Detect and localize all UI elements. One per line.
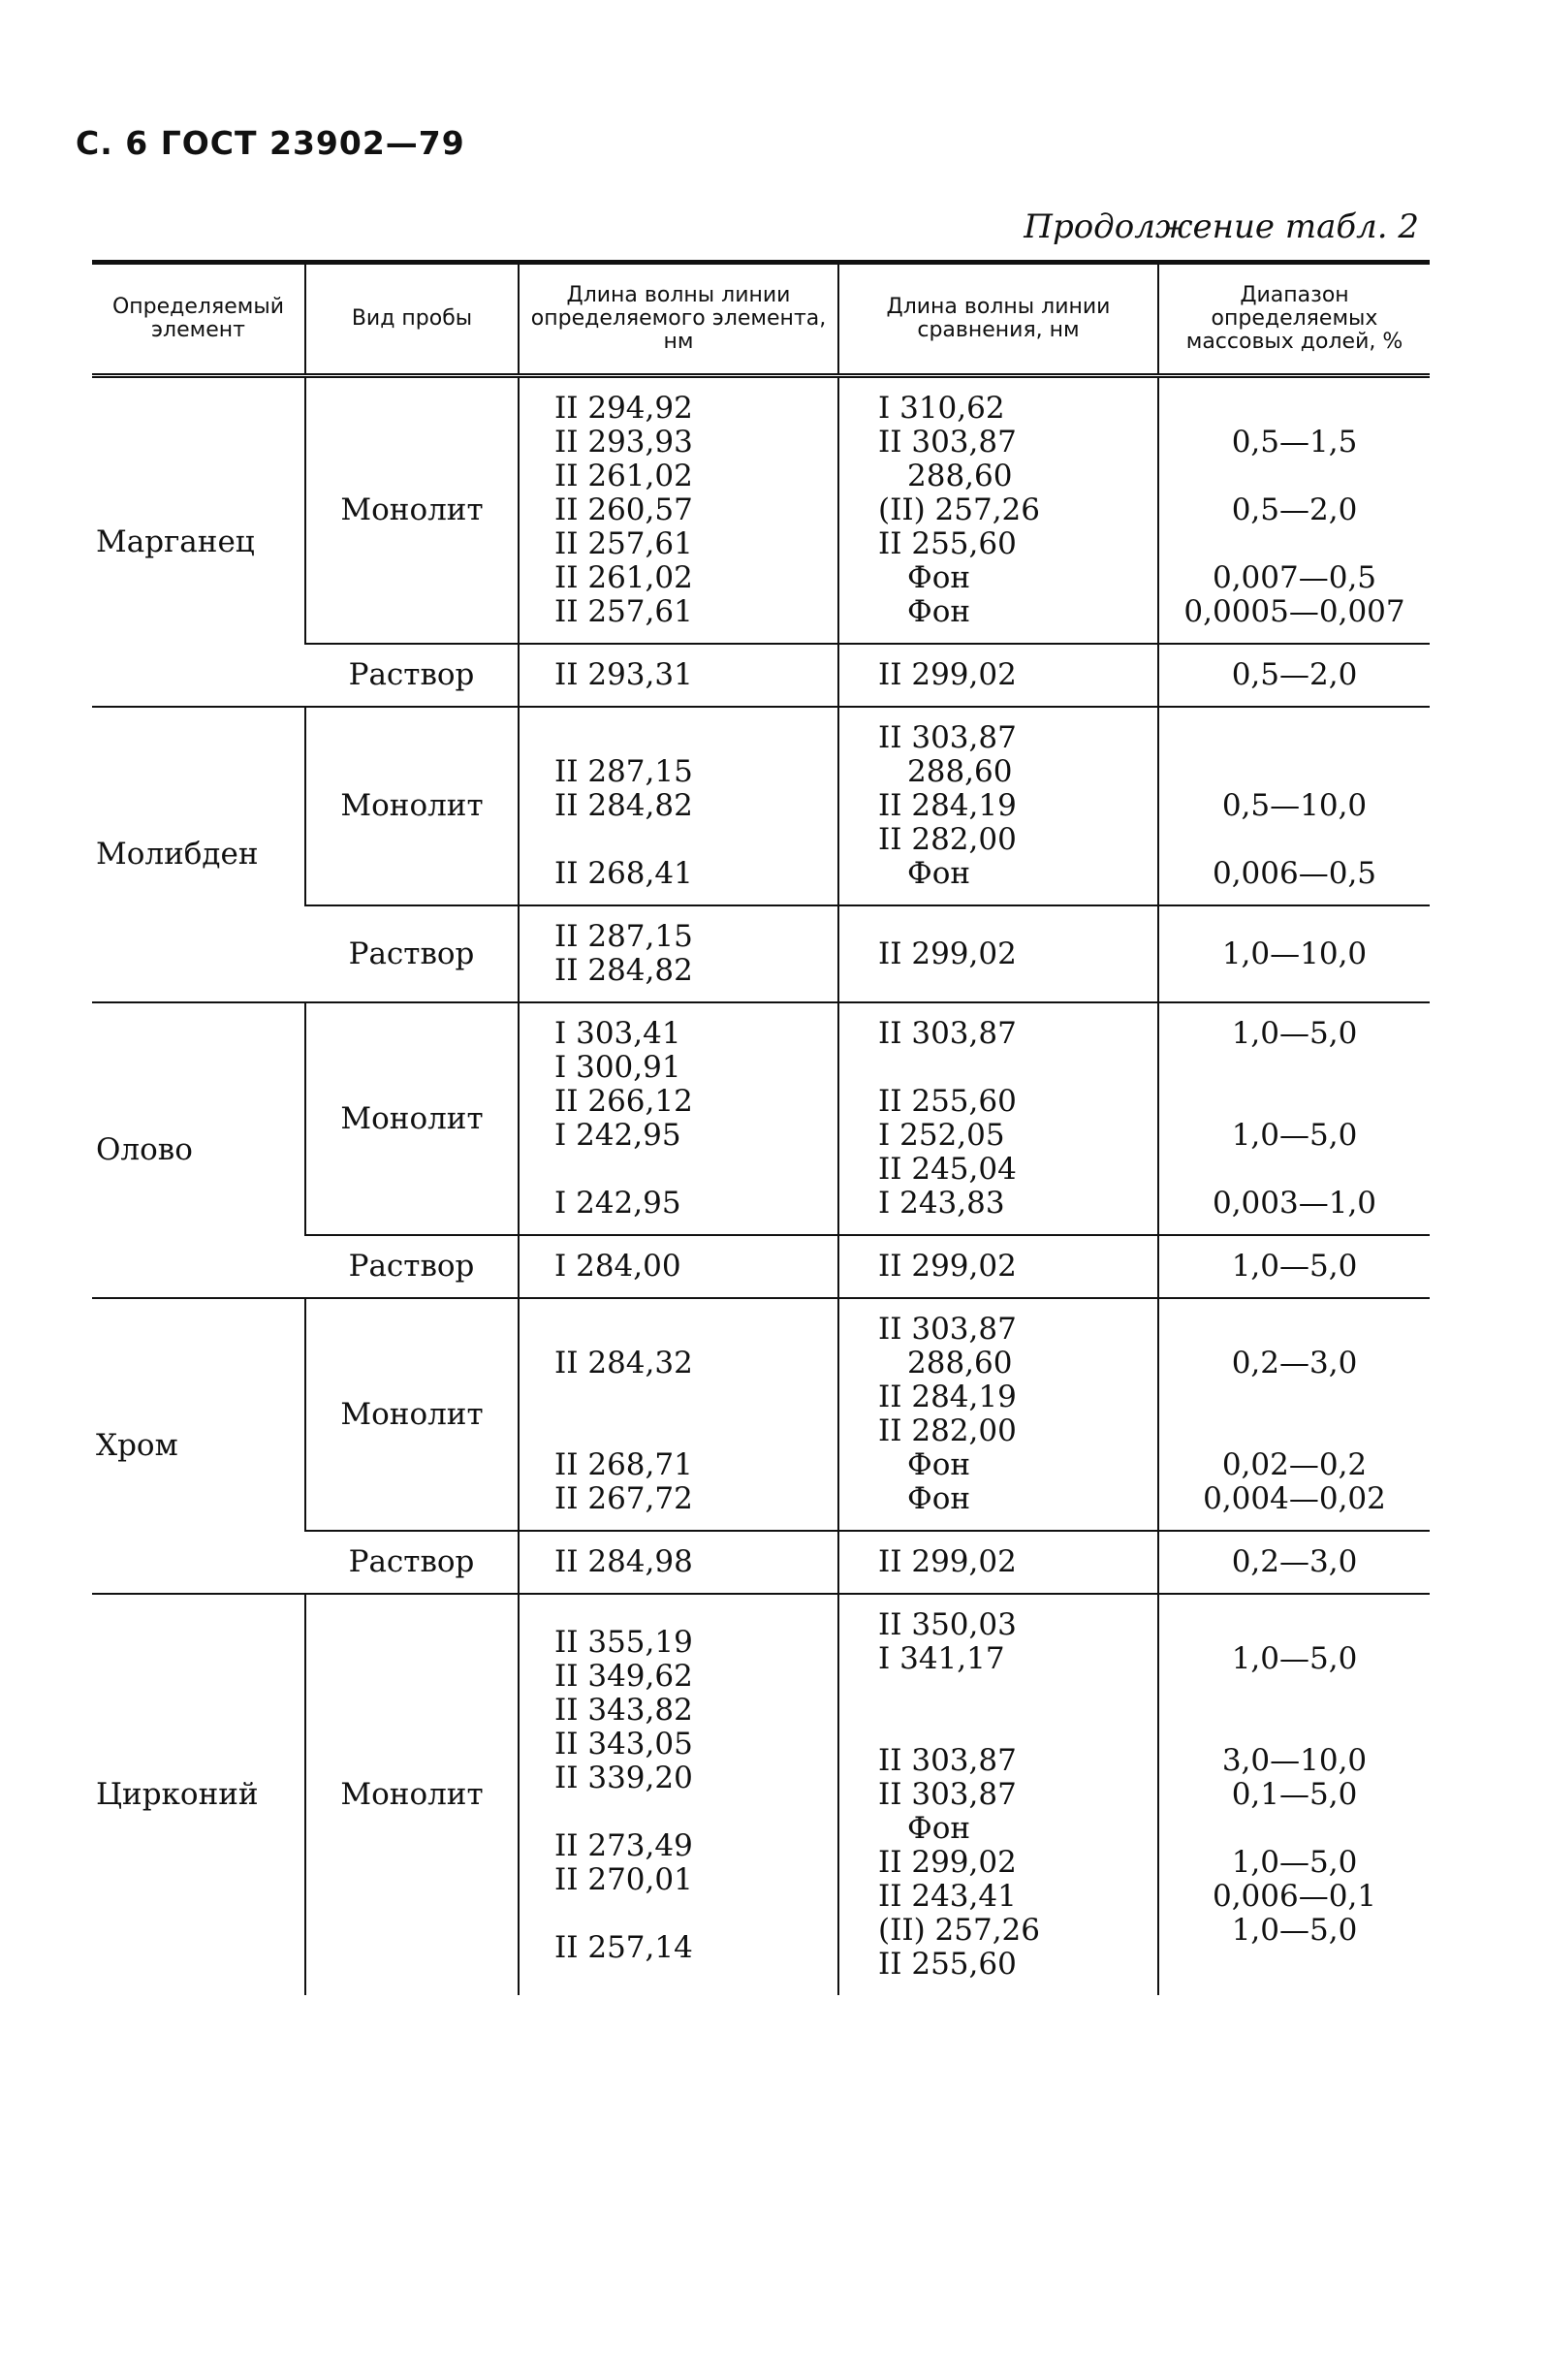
element-line-wavelengths-value: I 242,95	[554, 1118, 681, 1153]
element-name: Олово	[92, 1002, 305, 1298]
table-continuation-label: Продолжение табл. 2	[1024, 207, 1419, 246]
reference-line-wavelengths-value: (II) 257,26	[878, 1913, 1041, 1948]
mass-fraction-ranges-value	[1159, 1051, 1430, 1085]
reference-line-wavelengths-value: Фон	[907, 1811, 971, 1846]
mass-fraction-ranges-value: 0,007—0,5	[1212, 560, 1377, 595]
mass-fraction-ranges-value: 1,0—5,0	[1231, 1641, 1358, 1676]
reference-line-wavelengths-value: Фон	[907, 856, 971, 891]
reference-line-wavelengths-value: II 299,02	[878, 936, 1017, 971]
reference-line-wavelengths-value: II 255,60	[878, 1947, 1017, 1982]
sample-type: Монолит	[305, 376, 519, 645]
mass-fraction-ranges-value: 0,0005—0,007	[1183, 594, 1405, 629]
mass-fraction-ranges-value: 0,004—0,02	[1203, 1481, 1386, 1516]
mass-fraction-ranges	[1158, 1298, 1430, 1531]
reference-line-wavelengths	[838, 1531, 1158, 1594]
element-line-wavelengths-value: II 293,31	[554, 657, 693, 692]
reference-line-wavelengths-value: II 284,19	[878, 788, 1017, 823]
element-line-wavelengths-value: II 284,98	[554, 1544, 693, 1579]
mass-fraction-ranges-value	[1159, 1608, 1430, 1642]
element-line-wavelengths	[519, 1298, 838, 1531]
column-header-element: Определяемый элемент	[92, 263, 305, 376]
reference-line-wavelengths-value: II 255,60	[878, 1084, 1017, 1119]
mass-fraction-ranges-value	[1159, 460, 1430, 493]
mass-fraction-ranges-value	[1159, 1380, 1430, 1414]
column-header-sample-type: Вид пробы	[305, 263, 519, 376]
element-line-wavelengths-value: II 257,14	[554, 1929, 693, 1965]
element-line-wavelengths-value: II 284,82	[554, 953, 693, 988]
reference-line-wavelengths	[838, 644, 1158, 707]
table-row	[92, 1298, 1430, 1531]
element-line-wavelengths-value: II 257,61	[554, 526, 693, 561]
element-line-wavelengths-value: II 349,62	[554, 1658, 693, 1694]
element-line-wavelengths-value	[554, 1153, 837, 1187]
reference-line-wavelengths-value: 288,60	[907, 1346, 1013, 1380]
element-line-wavelengths-value: II 343,82	[554, 1692, 693, 1728]
element-group	[92, 1002, 1430, 1298]
reference-line-wavelengths-value: II 243,41	[878, 1879, 1017, 1914]
mass-fraction-ranges-value: 0,2—3,0	[1231, 1346, 1358, 1380]
reference-line-wavelengths-value	[878, 1676, 1157, 1710]
mass-fraction-ranges-value	[1159, 1812, 1430, 1846]
element-line-wavelengths-value: II 343,05	[554, 1726, 693, 1761]
element-line-wavelengths-value: II 284,32	[554, 1346, 693, 1380]
element-line-wavelengths-value: II 260,57	[554, 492, 693, 527]
element-line-wavelengths-value	[554, 1795, 837, 1829]
element-line-wavelengths-value: I 303,41	[554, 1016, 681, 1051]
reference-line-wavelengths-value: II 299,02	[878, 1544, 1017, 1579]
mass-fraction-ranges-value	[1159, 1313, 1430, 1347]
reference-line-wavelengths-value: Фон	[907, 1481, 971, 1516]
element-name: Хром	[92, 1298, 305, 1594]
mass-fraction-ranges-value: 1,0—5,0	[1231, 1913, 1358, 1948]
page-header: С. 6 ГОСТ 23902—79	[76, 124, 465, 162]
element-group	[92, 1594, 1430, 1995]
element-line-wavelengths-value: II 294,92	[554, 391, 693, 426]
mass-fraction-ranges-value: 0,5—1,5	[1231, 425, 1358, 460]
reference-line-wavelengths	[838, 707, 1158, 905]
element-line-wavelengths	[519, 1235, 838, 1298]
reference-line-wavelengths-value: II 303,87	[878, 720, 1017, 755]
mass-fraction-ranges-value	[1159, 1414, 1430, 1448]
mass-fraction-ranges-value: 0,5—2,0	[1231, 492, 1358, 527]
column-header-reference-line: Длина волны линии сравнения, нм	[838, 263, 1158, 376]
element-line-wavelengths	[519, 707, 838, 905]
element-line-wavelengths-value: II 293,93	[554, 425, 693, 460]
element-line-wavelengths	[519, 905, 838, 1002]
reference-line-wavelengths-value: II 303,87	[878, 425, 1017, 460]
element-line-wavelengths-value: II 266,12	[554, 1084, 693, 1119]
mass-fraction-ranges	[1158, 376, 1430, 645]
mass-fraction-ranges	[1158, 644, 1430, 707]
element-line-wavelengths-value: II 257,61	[554, 594, 693, 629]
table-row	[92, 707, 1430, 905]
table-header-row	[92, 263, 1430, 376]
mass-fraction-ranges-value: 1,0—5,0	[1231, 1845, 1358, 1880]
element-line-wavelengths-value	[554, 1313, 837, 1347]
reference-line-wavelengths	[838, 376, 1158, 645]
element-line-wavelengths	[519, 376, 838, 645]
reference-line-wavelengths-value: II 299,02	[878, 1845, 1017, 1880]
element-line-wavelengths-value: II 355,19	[554, 1624, 693, 1660]
element-line-wavelengths-value: II 261,02	[554, 459, 693, 493]
reference-line-wavelengths-value: II 282,00	[878, 1413, 1017, 1448]
mass-fraction-ranges-value: 1,0—5,0	[1231, 1118, 1358, 1153]
element-line-wavelengths	[519, 1002, 838, 1235]
reference-line-wavelengths-value: Фон	[907, 1447, 971, 1482]
mass-fraction-ranges-value: 1,0—10,0	[1221, 936, 1368, 971]
element-line-wavelengths-value: II 339,20	[554, 1760, 693, 1795]
mass-fraction-ranges-value	[1159, 721, 1430, 755]
element-line-wavelengths-value: I 284,00	[554, 1249, 681, 1284]
element-line-wavelengths-value	[554, 1414, 837, 1448]
reference-line-wavelengths	[838, 1235, 1158, 1298]
element-line-wavelengths-value: II 268,41	[554, 856, 693, 891]
mass-fraction-ranges-value	[1159, 527, 1430, 561]
mass-fraction-ranges-value: 0,02—0,2	[1221, 1447, 1368, 1482]
reference-line-wavelengths-value: I 252,05	[878, 1118, 1005, 1153]
element-line-wavelengths-value: II 270,01	[554, 1861, 693, 1897]
sample-type: Монолит	[305, 1298, 519, 1531]
mass-fraction-ranges	[1158, 1594, 1430, 1995]
element-line-wavelengths-value: II 287,15	[554, 919, 693, 954]
reference-line-wavelengths	[838, 1594, 1158, 1995]
element-line-wavelengths-value: II 267,72	[554, 1481, 693, 1516]
reference-line-wavelengths-value: II 303,87	[878, 1312, 1017, 1347]
element-line-wavelengths-value	[554, 1897, 837, 1931]
reference-line-wavelengths-value: (II) 257,26	[878, 492, 1041, 527]
reference-line-wavelengths-value: II 284,19	[878, 1380, 1017, 1414]
mass-fraction-ranges	[1158, 1235, 1430, 1298]
mass-fraction-ranges-value: 1,0—5,0	[1231, 1249, 1358, 1284]
table-row	[92, 1002, 1430, 1235]
element-name: Молибден	[92, 707, 305, 1002]
reference-line-wavelengths-value: II 350,03	[878, 1607, 1017, 1642]
reference-line-wavelengths-value: II 303,87	[878, 1743, 1017, 1778]
element-name: Марганец	[96, 524, 255, 559]
reference-line-wavelengths-value: I 310,62	[878, 391, 1005, 426]
reference-line-wavelengths-value: II 255,60	[878, 526, 1017, 561]
mass-fraction-ranges-value	[1159, 1153, 1430, 1187]
mass-fraction-ranges-value	[1159, 755, 1430, 789]
mass-fraction-ranges-value: 0,5—2,0	[1231, 657, 1358, 692]
reference-line-wavelengths	[838, 1002, 1158, 1235]
reference-line-wavelengths-value: Фон	[907, 594, 971, 629]
mass-fraction-ranges	[1158, 1002, 1430, 1235]
mass-fraction-ranges-value: 0,5—10,0	[1221, 788, 1368, 823]
reference-line-wavelengths-value	[878, 1710, 1157, 1744]
mass-fraction-ranges-value	[1159, 823, 1430, 857]
element-group	[92, 376, 1430, 708]
reference-line-wavelengths-value: 288,60	[907, 459, 1013, 493]
mass-fraction-ranges-value: 0,1—5,0	[1231, 1777, 1358, 1812]
mass-fraction-ranges-value: 0,006—0,5	[1212, 856, 1377, 891]
sample-type: Монолит	[305, 1002, 519, 1235]
mass-fraction-ranges-value	[1159, 1948, 1430, 1982]
reference-line-wavelengths	[838, 905, 1158, 1002]
element-line-wavelengths-value	[554, 1380, 837, 1414]
element-line-wavelengths	[519, 644, 838, 707]
element-line-wavelengths-value: II 273,49	[554, 1827, 693, 1863]
element-line-wavelengths-value: I 300,91	[554, 1050, 681, 1085]
element-line-wavelengths-value: II 287,15	[554, 754, 693, 789]
sample-type: Монолит	[305, 707, 519, 905]
mass-fraction-ranges-value: 0,2—3,0	[1231, 1544, 1358, 1579]
element-line-wavelengths	[519, 1531, 838, 1594]
element-line-wavelengths	[519, 1594, 838, 1995]
reference-line-wavelengths-value: Фон	[907, 560, 971, 595]
table-row	[92, 376, 1430, 645]
mass-fraction-ranges	[1158, 707, 1430, 905]
mass-fraction-ranges	[1158, 1531, 1430, 1594]
mass-fraction-ranges-value	[1159, 1676, 1430, 1710]
reference-line-wavelengths-value	[878, 1051, 1157, 1085]
element-line-wavelengths-value: II 261,02	[554, 560, 693, 595]
reference-line-wavelengths-value: II 282,00	[878, 822, 1017, 857]
sample-type: Монолит	[305, 1594, 519, 1995]
sample-type: Раствор	[305, 1235, 519, 1298]
element-group	[92, 707, 1430, 1002]
element-line-wavelengths-value	[554, 823, 837, 857]
element-group	[92, 1298, 1430, 1594]
element-line-wavelengths-value: II 284,82	[554, 788, 693, 823]
mass-fraction-ranges	[1158, 905, 1430, 1002]
column-header-element-line: Длина волны линии определяемого элемента, нм	[519, 263, 838, 376]
sample-type: Раствор	[305, 905, 519, 1002]
reference-line-wavelengths-value: II 303,87	[878, 1777, 1017, 1812]
reference-line-wavelengths-value: II 245,04	[878, 1152, 1017, 1187]
mass-fraction-ranges-value: 1,0—5,0	[1231, 1016, 1358, 1051]
mass-fraction-ranges-value: 0,006—0,1	[1212, 1879, 1377, 1914]
reference-line-wavelengths-value: I 341,17	[878, 1641, 1005, 1676]
reference-line-wavelengths-value: II 303,87	[878, 1016, 1017, 1051]
mass-fraction-ranges-value	[1159, 1085, 1430, 1119]
element-line-wavelengths-value: I 242,95	[554, 1186, 681, 1221]
reference-line-wavelengths-value: I 243,83	[878, 1186, 1005, 1221]
element-line-wavelengths-value	[554, 721, 837, 755]
reference-line-wavelengths-value: 288,60	[907, 754, 1013, 789]
reference-line-wavelengths	[838, 1298, 1158, 1531]
table-row	[92, 1594, 1430, 1995]
element-line-wavelengths-value: II 268,71	[554, 1447, 693, 1482]
sample-type: Раствор	[305, 644, 519, 707]
mass-fraction-ranges-value: 3,0—10,0	[1221, 1743, 1368, 1778]
reference-line-wavelengths-value: II 299,02	[878, 657, 1017, 692]
element-name: Цирконий	[92, 1594, 305, 1995]
reference-line-wavelengths-value: II 299,02	[878, 1249, 1017, 1284]
mass-fraction-ranges-value	[1159, 392, 1430, 426]
sample-type: Раствор	[305, 1531, 519, 1594]
mass-fraction-ranges-value: 0,003—1,0	[1212, 1186, 1377, 1221]
column-header-range: Диапазон определяемых массовых долей, %	[1158, 263, 1430, 376]
spectral-lines-table	[92, 260, 1430, 1995]
mass-fraction-ranges-value	[1159, 1710, 1430, 1744]
